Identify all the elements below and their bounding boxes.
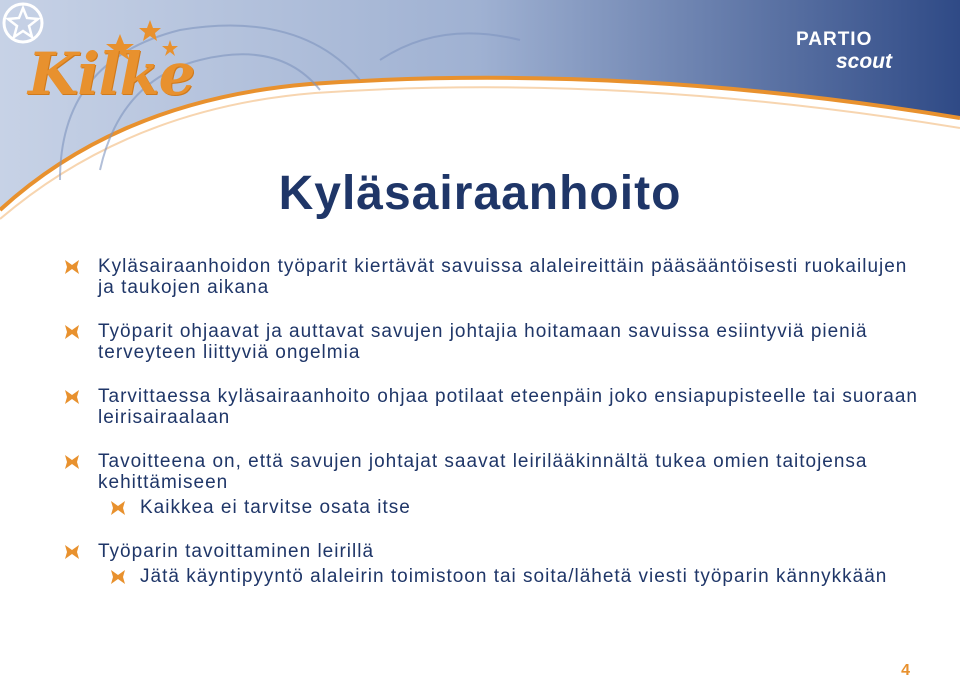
partio-logo-line1: PARTIO bbox=[796, 29, 873, 50]
sub-bullet-text: Kaikkea ei tarvitse osata itse bbox=[140, 497, 411, 518]
orange-bowtie-icon bbox=[64, 454, 80, 470]
bullet-item bbox=[60, 256, 920, 298]
partio-scout-logo bbox=[796, 30, 892, 72]
bullet-text: Tarvittaessa kyläsairaanhoito ohjaa potilaat eteenpäin joko ensiapupisteelle tai suoraan leirisairaalaan bbox=[98, 386, 918, 428]
page-number: 4 bbox=[901, 662, 910, 679]
bullet-text: Kyläsairaanhoidon työparit kiertävät savuissa alaleireittäin pääsääntöisesti ruokailujen ja taukojen aikana bbox=[98, 256, 908, 298]
bullet-text: Työparin tavoittaminen leirillä bbox=[98, 541, 375, 562]
bullet-item bbox=[60, 386, 920, 428]
sub-bullet-text: Jätä käyntipyyntö alaleirin toimistoon tai soita/lähetä viesti työparin kännykkään bbox=[140, 566, 888, 587]
orange-bowtie-icon bbox=[64, 544, 80, 560]
scout-emblem-icon bbox=[0, 0, 46, 46]
page-title: Kyläsairaanhoito bbox=[278, 167, 682, 220]
bullet-item bbox=[60, 321, 920, 363]
orange-bowtie-icon bbox=[64, 259, 80, 275]
bullet-text: Työparit ohjaavat ja auttavat savujen johtajia hoitamaan savuissa esiintyviä pieniä terveyteen liittyviä ongelmia bbox=[98, 321, 868, 363]
orange-bowtie-icon bbox=[64, 324, 80, 340]
orange-bowtie-icon bbox=[110, 569, 126, 585]
sub-bullet-item bbox=[60, 566, 920, 587]
bullet-list bbox=[60, 256, 920, 587]
kilke-logo: Kilke bbox=[28, 40, 195, 108]
orange-bowtie-icon bbox=[64, 389, 80, 405]
bullet-text: Tavoitteena on, että savujen johtajat saavat leirilääkinnältä tukea omien taitojensa kehittämiseen bbox=[98, 451, 868, 493]
sub-bullet-item bbox=[60, 497, 920, 518]
bullet-item bbox=[60, 451, 920, 493]
orange-bowtie-icon bbox=[110, 500, 126, 516]
bullet-item bbox=[60, 541, 920, 562]
partio-logo-line2: scout bbox=[836, 50, 893, 73]
